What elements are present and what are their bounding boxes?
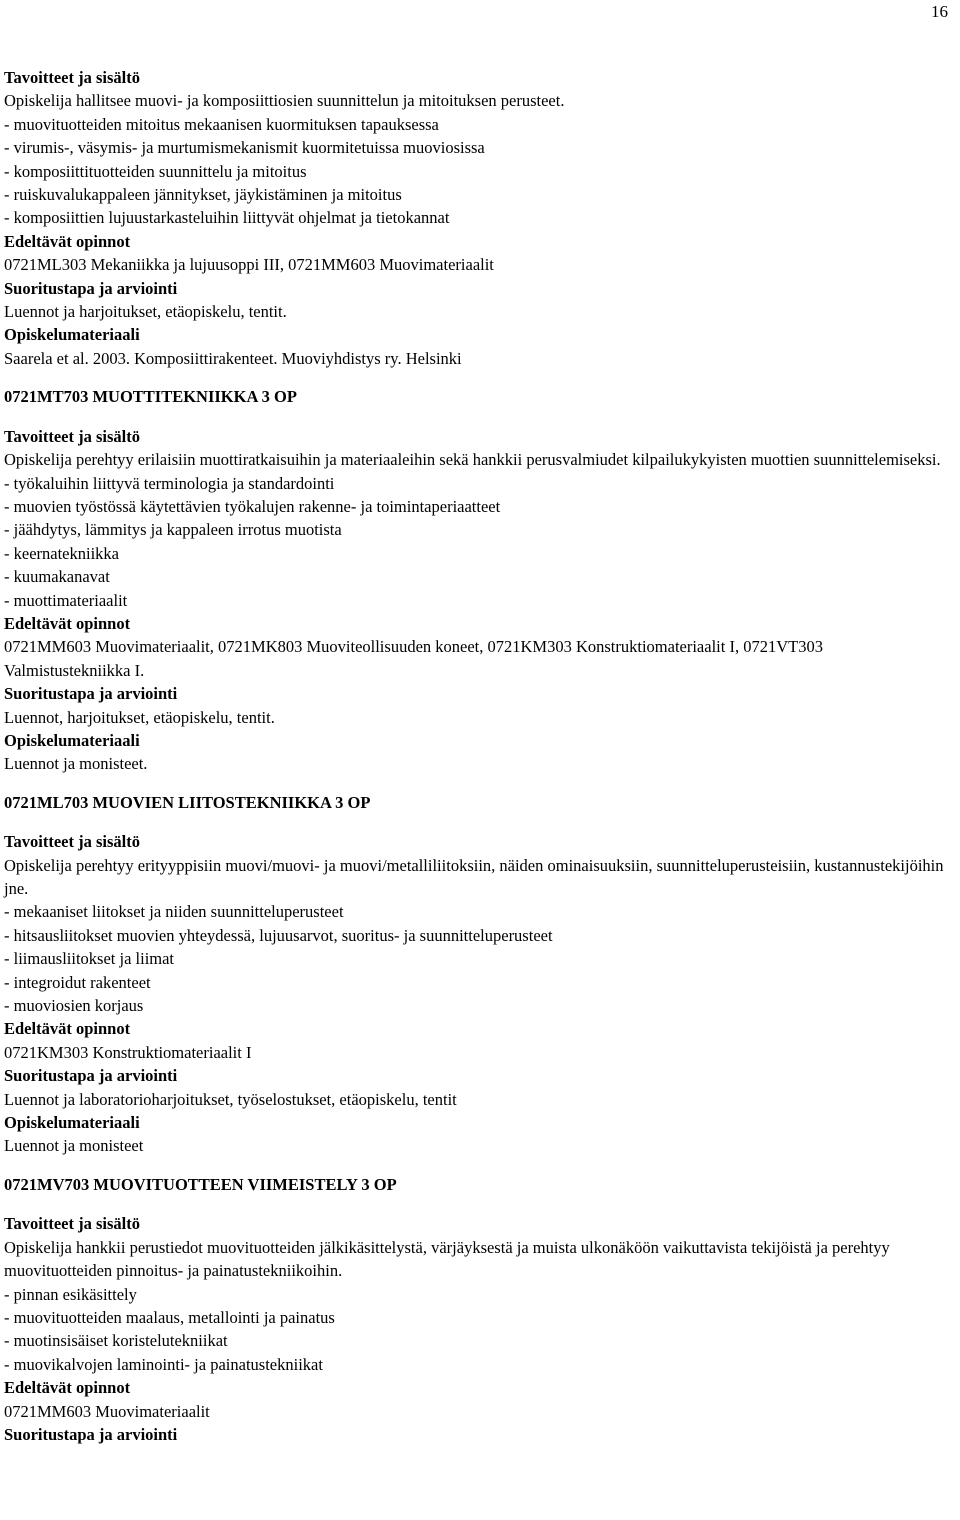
prerequisites-heading: Edeltävät opinnot — [4, 1019, 131, 1039]
list-item: - komposiittien lujuustarkasteluihin liittyvät ohjelmat ja tietokannat — [4, 208, 450, 228]
list-item: - muotinsisäiset koristelutekniikat — [4, 1331, 228, 1351]
goals-intro: Opiskelija hallitsee muovi- ja komposiittiosien suunnittelun ja mitoituksen perusteet. — [4, 91, 565, 111]
method-heading: Suoritustapa ja arviointi — [4, 1066, 178, 1086]
course-viimeistely — [4, 1173, 944, 1446]
material-text: Luennot ja monisteet — [4, 1136, 144, 1156]
list-item: - ruiskuvalukappaleen jännitykset, jäykistäminen ja mitoitus — [4, 185, 402, 205]
list-item: - komposiittituotteiden suunnittelu ja mitoitus — [4, 161, 307, 181]
list-item: - muottimateriaalit — [4, 590, 128, 610]
list-item: - mekaaniset liitokset ja niiden suunnitteluperusteet — [4, 902, 344, 922]
goals-intro: Opiskelija perehtyy erityyppisiin muovi/muovi- ja muovi/metalliliitoksiin, näiden ominaisuuksiin, suunnitteluperusteisiin, kustannustekijöihin jne. — [4, 855, 944, 898]
list-item: - kuumakanavat — [4, 567, 110, 587]
course-title: 0721MT703 MUOTTITEKNIIKKA 3 OP — [4, 387, 297, 407]
material-heading: Opiskelumateriaali — [4, 730, 140, 750]
method-text: Luennot, harjoitukset, etäopiskelu, tentit. — [4, 707, 275, 727]
prerequisites-text: 0721ML303 Mekaniikka ja lujuusoppi III, 0721MM603 Muovimateriaalit — [4, 255, 494, 275]
goals-intro: Opiskelija perehtyy erilaisiin muottiratkaisuihin ja materiaaleihin sekä hankkii perusvalmiudet kilpailukykyisten muottien suunnittelemiseksi. — [4, 450, 941, 470]
prerequisites-text: 0721MM603 Muovimateriaalit, 0721MK803 Muoviteollisuuden koneet, 0721KM303 Konstruktiomateriaalit I, 0721VT303 Valmistustekniikka I. — [4, 637, 823, 680]
list-item: - jäähdytys, lämmitys ja kappaleen irrotus muotista — [4, 520, 342, 540]
list-item: - muoviosien korjaus — [4, 996, 144, 1016]
method-heading: Suoritustapa ja arviointi — [4, 1424, 178, 1444]
material-heading: Opiskelumateriaali — [4, 325, 140, 345]
material-text: Saarela et al. 2003. Komposiittirakenteet. Muoviyhdistys ry. Helsinki — [4, 348, 462, 368]
list-item: - liimausliitokset ja liimat — [4, 949, 175, 969]
prerequisites-heading: Edeltävät opinnot — [4, 613, 131, 633]
list-item: - muovituotteiden maalaus, metallointi ja painatus — [4, 1307, 335, 1327]
method-heading: Suoritustapa ja arviointi — [4, 684, 178, 704]
method-text: Luennot ja laboratorioharjoitukset, työselostukset, etäopiskelu, tentit — [4, 1089, 457, 1109]
goals-heading: Tavoitteet ja sisältö — [4, 426, 140, 446]
goals-intro: Opiskelija hankkii perustiedot muovituotteiden jälkikäsittelystä, värjäyksestä ja muista ulkonäköön vaikuttavista tekijöistä ja perehtyy muovituotteiden pinnoitus- ja painatustekniikoihin. — [4, 1237, 890, 1281]
list-item: - työkaluihin liittyvä terminologia ja standardointi — [4, 473, 335, 493]
material-text: Luennot ja monisteet. — [4, 754, 148, 774]
goals-heading: Tavoitteet ja sisältö — [4, 1214, 140, 1234]
prerequisites-text: 0721MM603 Muovimateriaalit — [4, 1401, 210, 1421]
course-liitostekniikka — [4, 791, 944, 1158]
list-item: - muovikalvojen laminointi- ja painatustekniikat — [4, 1354, 323, 1374]
course-muottitekniikka — [4, 385, 944, 776]
list-item: - muovien työstössä käytettävien työkalujen rakenne- ja toimintaperiaatteet — [4, 496, 501, 516]
goals-heading: Tavoitteet ja sisältö — [4, 832, 140, 852]
prerequisites-heading: Edeltävät opinnot — [4, 1378, 131, 1398]
method-text: Luennot ja harjoitukset, etäopiskelu, tentit. — [4, 302, 287, 322]
list-item: - hitsausliitokset muovien yhteydessä, lujuusarvot, suoritus- ja suunnitteluperusteet — [4, 925, 553, 945]
list-item: - virumis-, väsymis- ja murtumismekanismit kuormitetuissa muoviosissa — [4, 138, 485, 158]
list-item: - pinnan esikäsittely — [4, 1284, 137, 1304]
goals-heading: Tavoitteet ja sisältö — [4, 68, 140, 87]
prerequisites-heading: Edeltävät opinnot — [4, 231, 131, 251]
page-number: 16 — [931, 2, 948, 21]
list-item: - integroidut rakenteet — [4, 972, 151, 992]
section-composite-design — [4, 66, 944, 370]
prerequisites-text: 0721KM303 Konstruktiomateriaalit I — [4, 1042, 252, 1062]
method-heading: Suoritustapa ja arviointi — [4, 278, 178, 298]
list-item: - muovituotteiden mitoitus mekaanisen kuormituksen tapauksessa — [4, 114, 439, 134]
course-title: 0721ML703 MUOVIEN LIITOSTEKNIIKKA 3 OP — [4, 792, 371, 812]
list-item: - keernatekniikka — [4, 543, 119, 563]
course-title: 0721MV703 MUOVITUOTTEEN VIIMEISTELY 3 OP — [4, 1174, 397, 1194]
material-heading: Opiskelumateriaali — [4, 1113, 140, 1133]
document-body — [4, 66, 944, 1446]
